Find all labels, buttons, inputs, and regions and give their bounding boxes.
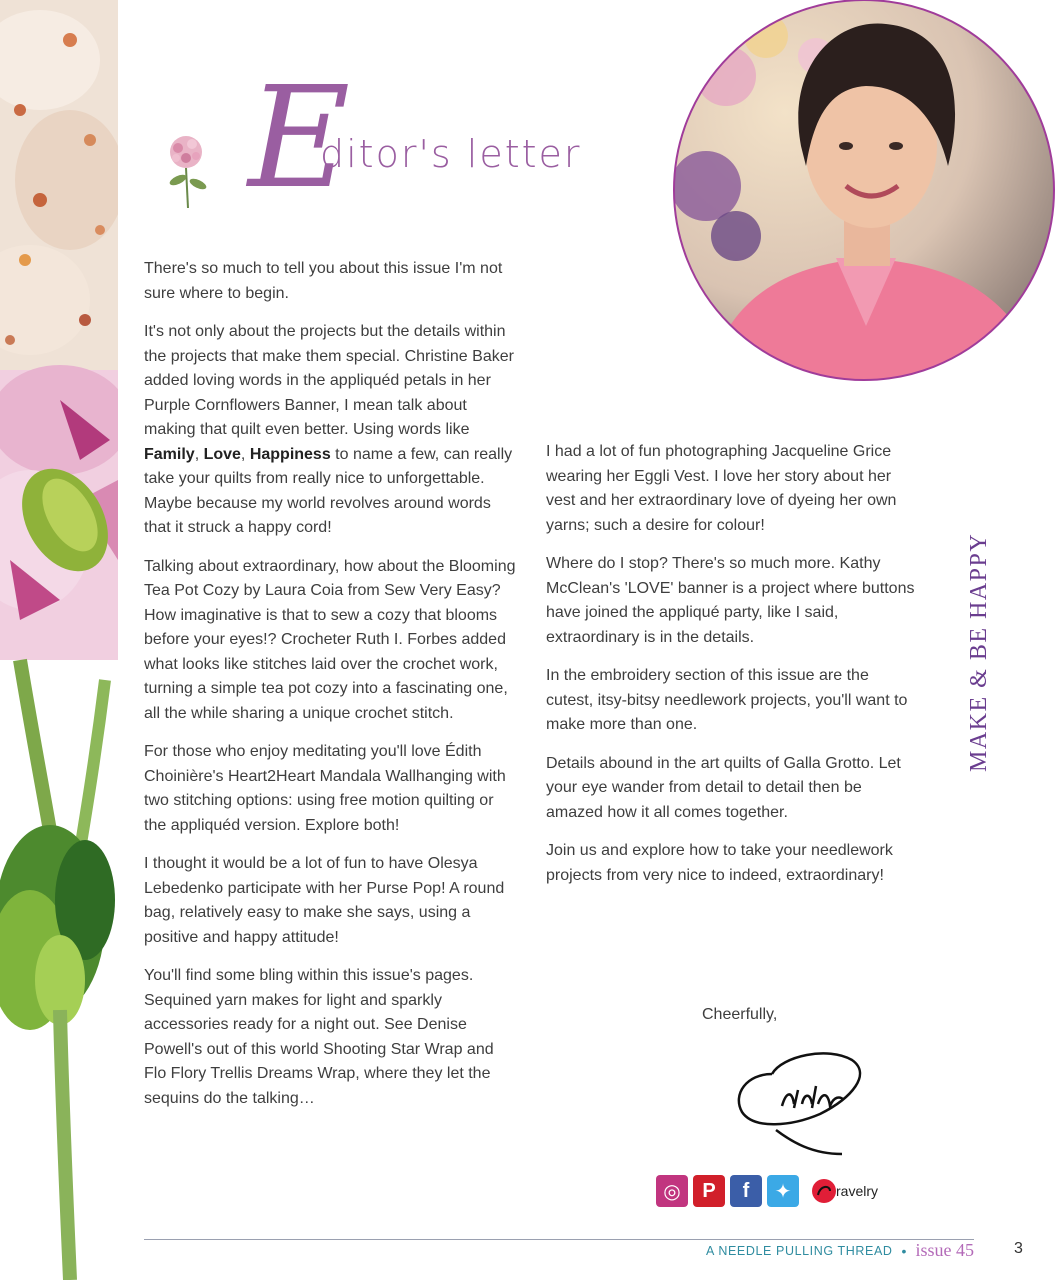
paragraph-text: I had a lot of fun photographing Jacqueline Grice wearing her Eggli Vest. I love her story about her vest and her extraordinary love of dyeing her own yarns; such a desire for colour! <box>546 443 897 534</box>
letter-paragraph <box>546 839 916 888</box>
letter-paragraph <box>546 440 916 538</box>
signoff-text: Cheerfully, <box>702 1006 778 1023</box>
paragraph-text: Where do I stop? There's so much more. Kathy McClean's 'LOVE' banner is a project where buttons have joined the appliqué party, like I said, extraordinary is in the details. <box>546 555 915 646</box>
letter-paragraph <box>144 555 516 727</box>
emphasized-word: Love <box>203 445 241 463</box>
paragraph-text: Talking about extraordinary, how about the Blooming Tea Pot Cozy by Laura Coia from Sew Very Easy? How imaginative is that to sew a cozy that blooms before your eyes!? Crocheter Ruth I. Forbes added what looks like stitches laid over the crochet work, turning a simple tea pot cozy into a fascinating one, all the while sharing a unique crochet stitch. <box>144 557 516 722</box>
emphasized-word: Happiness <box>249 445 331 463</box>
paragraph-text: There's so much to tell you about this issue I'm not sure where to begin. <box>144 260 503 302</box>
footer-issue: issue 45 <box>915 1240 974 1260</box>
title-initial: E <box>248 57 351 220</box>
paragraph-text: For those who enjoy meditating you'll love Édith Choinière's Heart2Heart Mandala Wallhanging with two stitching options: using free motion quilting or the appliquéd version. Explore both! <box>144 743 506 834</box>
floral-border-image <box>0 0 118 1280</box>
emphasized-word: Family <box>144 445 195 463</box>
ravelry-link[interactable] <box>810 1177 878 1205</box>
ravelry-icon <box>810 1177 838 1205</box>
paragraph-text: , <box>240 445 250 463</box>
instagram-icon[interactable]: ◎ <box>656 1175 688 1207</box>
paragraph-text: , <box>194 445 204 463</box>
ravelry-label: ravelry <box>836 1183 879 1199</box>
pinterest-icon[interactable]: P <box>693 1175 725 1207</box>
social-links <box>656 1174 878 1208</box>
letter-paragraph <box>546 752 916 826</box>
letter-paragraph <box>144 257 516 306</box>
paragraph-text: You'll find some bling within this issue's pages. Sequined yarn makes for light and sparkly accessories ready for a night out. See Denise Powell's out of this world Shooting Star Wrap and Flo Flory Trellis Dreams Wrap, where they let the sequins do the talking… <box>144 967 494 1107</box>
letter-paragraph <box>546 664 916 738</box>
editor-portrait-photo <box>666 0 1060 384</box>
facebook-icon[interactable]: f <box>730 1175 762 1207</box>
letter-paragraph <box>144 320 516 541</box>
page-number: 3 <box>1014 1240 1023 1257</box>
footer <box>706 1240 974 1261</box>
letter-right-column <box>546 440 916 902</box>
paragraph-text: Join us and explore how to take your needlework projects from very nice to indeed, extraordinary! <box>546 842 893 884</box>
editor-signature <box>732 1034 882 1158</box>
twitter-icon[interactable]: ✦ <box>767 1175 799 1207</box>
letter-paragraph <box>144 740 516 838</box>
paragraph-text: In the embroidery section of this issue are the cutest, itsy-bitsy needlework projects, you'll want to make more than one. <box>546 667 908 733</box>
letter-paragraph <box>144 852 516 950</box>
paragraph-text: I thought it would be a lot of fun to have Olesya Lebedenko participate with her Purse Pop! A round bag, relatively easy to make she says, using a positive and happy attitude! <box>144 855 505 946</box>
paragraph-text: to name a few, can really take your quilts from really nice to unforgettable. Maybe because my world revolves around words that it struck a happy cord! <box>144 445 513 536</box>
letter-paragraph <box>144 964 516 1111</box>
paragraph-text: Details abound in the art quilts of Galla Grotto. Let your eye wander from detail to detail then be amazed how it all comes together. <box>546 754 901 821</box>
footer-publication: A NEEDLE PULLING THREAD <box>706 1243 893 1258</box>
hydrangea-icon <box>156 128 216 208</box>
paragraph-text: It's not only about the projects but the details within the projects that make them special. Christine Baker added loving words in the appliquéd petals in her Purple Cornflowers Banner, I mean talk about making that quilt even better. Using words like <box>144 323 514 438</box>
editors-letter-title <box>140 57 600 220</box>
letter-paragraph <box>546 552 916 650</box>
title-rest: ditor's letter <box>320 132 582 176</box>
letter-left-column <box>144 257 516 1125</box>
footer-separator: • <box>901 1242 907 1259</box>
side-tagline: MAKE & BE HAPPY <box>966 532 992 772</box>
